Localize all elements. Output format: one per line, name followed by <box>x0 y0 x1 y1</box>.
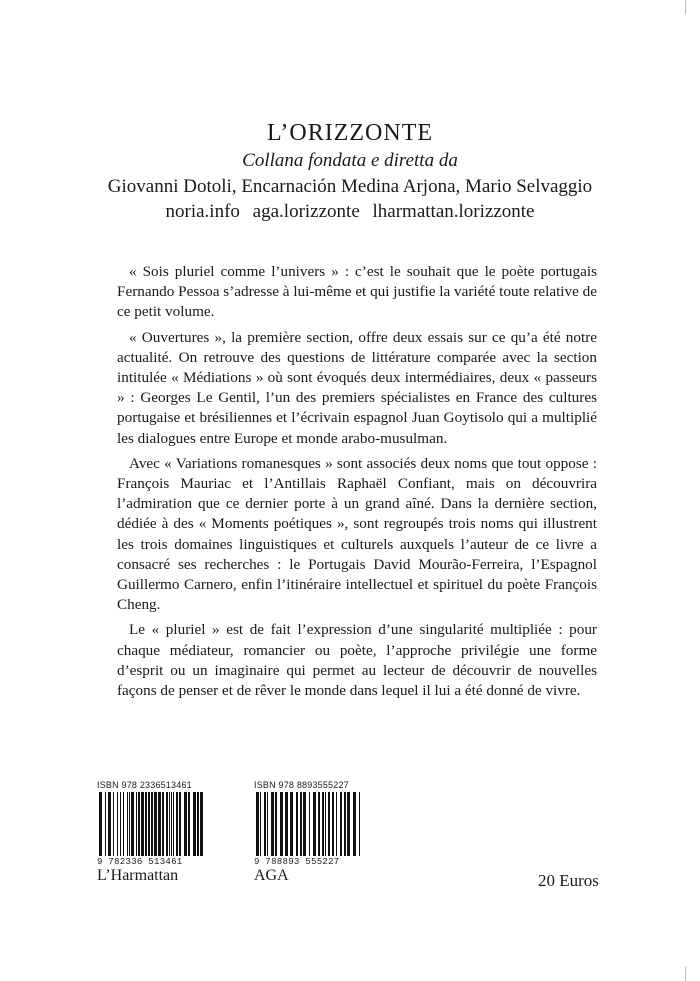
blurb-paragraph-4: Le « pluriel » est de fait l’expression d’une singularité multipliée : pour chaque médiateur, romancier ou poète, l’approche privilégie une forme d’esprit ou un imaginaire qui permet au lecteur de découvrir de nouvelles façons de penser et de rêver le monde dans lequel il lui a été donné de vivre. <box>117 621 597 700</box>
price-label: 20 Euros <box>538 871 599 890</box>
link-lharmattan[interactable]: lharmattan.lorizzonte <box>372 201 535 222</box>
barcode-image <box>97 792 205 856</box>
barcode-digits: 9 788893 555227 <box>254 857 340 867</box>
publisher-name: AGA <box>254 867 289 884</box>
barcode-image <box>254 792 362 856</box>
series-header <box>0 118 700 224</box>
isbn-label: ISBN 978 2336513461 <box>97 780 192 790</box>
blurb-text <box>117 262 597 706</box>
barcode-digits: 9 782336 513461 <box>97 857 183 867</box>
blurb-paragraph-2: « Ouvertures », la première section, offre deux essais sur ce qu’a été notre actualité. On retrouve des questions de littérature comparée avec la section intitulée « Médiations » où sont évoqués deux intermédiaires, deux « passeurs » : Georges Le Gentil, l’un des premiers spécialistes en France des cultures portugaise et brésiliennes et l’écrivain espagnol Juan Goytisolo qui a multiplié les dialogues entre Europe et monde arabo-musulman. <box>117 328 597 447</box>
barcode-block-aga <box>254 780 362 885</box>
series-subtitle: Collana fondata e diretta da <box>242 150 458 171</box>
link-aga[interactable]: aga.lorizzonte <box>252 201 360 222</box>
series-title: L’ORIZZONTE <box>266 120 434 146</box>
crop-mark-top <box>685 0 686 14</box>
blurb-paragraph-1: « Sois pluriel comme l’univers » : c’est le souhait que le poète portugais Fernando Pessoa s’adresse à lui-même et qui justifie la variété toute relative de ce petit volume. <box>117 263 597 321</box>
isbn-label: ISBN 978 8893555227 <box>254 780 349 790</box>
link-noria[interactable]: noria.info <box>165 201 240 222</box>
series-editors: Giovanni Dotoli, Encarnación Medina Arjona, Mario Selvaggio <box>107 176 593 197</box>
barcode-block-harmattan <box>97 780 205 885</box>
series-links <box>0 199 700 224</box>
crop-mark-bottom <box>685 967 686 981</box>
publisher-name: L’Harmattan <box>97 867 179 884</box>
blurb-paragraph-3: Avec « Variations romanesques » sont associés deux noms que tout oppose : François Mauriac et l’Antillais Raphaël Confiant, mais on découvrira l’admiration que ce dernier porte à un grand aîné. Dans la dernière section, dédiée à des « Moments poétiques », sont regroupés trois noms qui illustrent les trois domaines linguistiques et culturels auxquels l’auteur de ce livre a consacré ses recherches : le Portugais David Mourão-Ferreira, l’Espagnol Guillermo Carnero, enfin l’itinéraire intellectuel et spirituel du poète François Cheng. <box>117 454 597 614</box>
